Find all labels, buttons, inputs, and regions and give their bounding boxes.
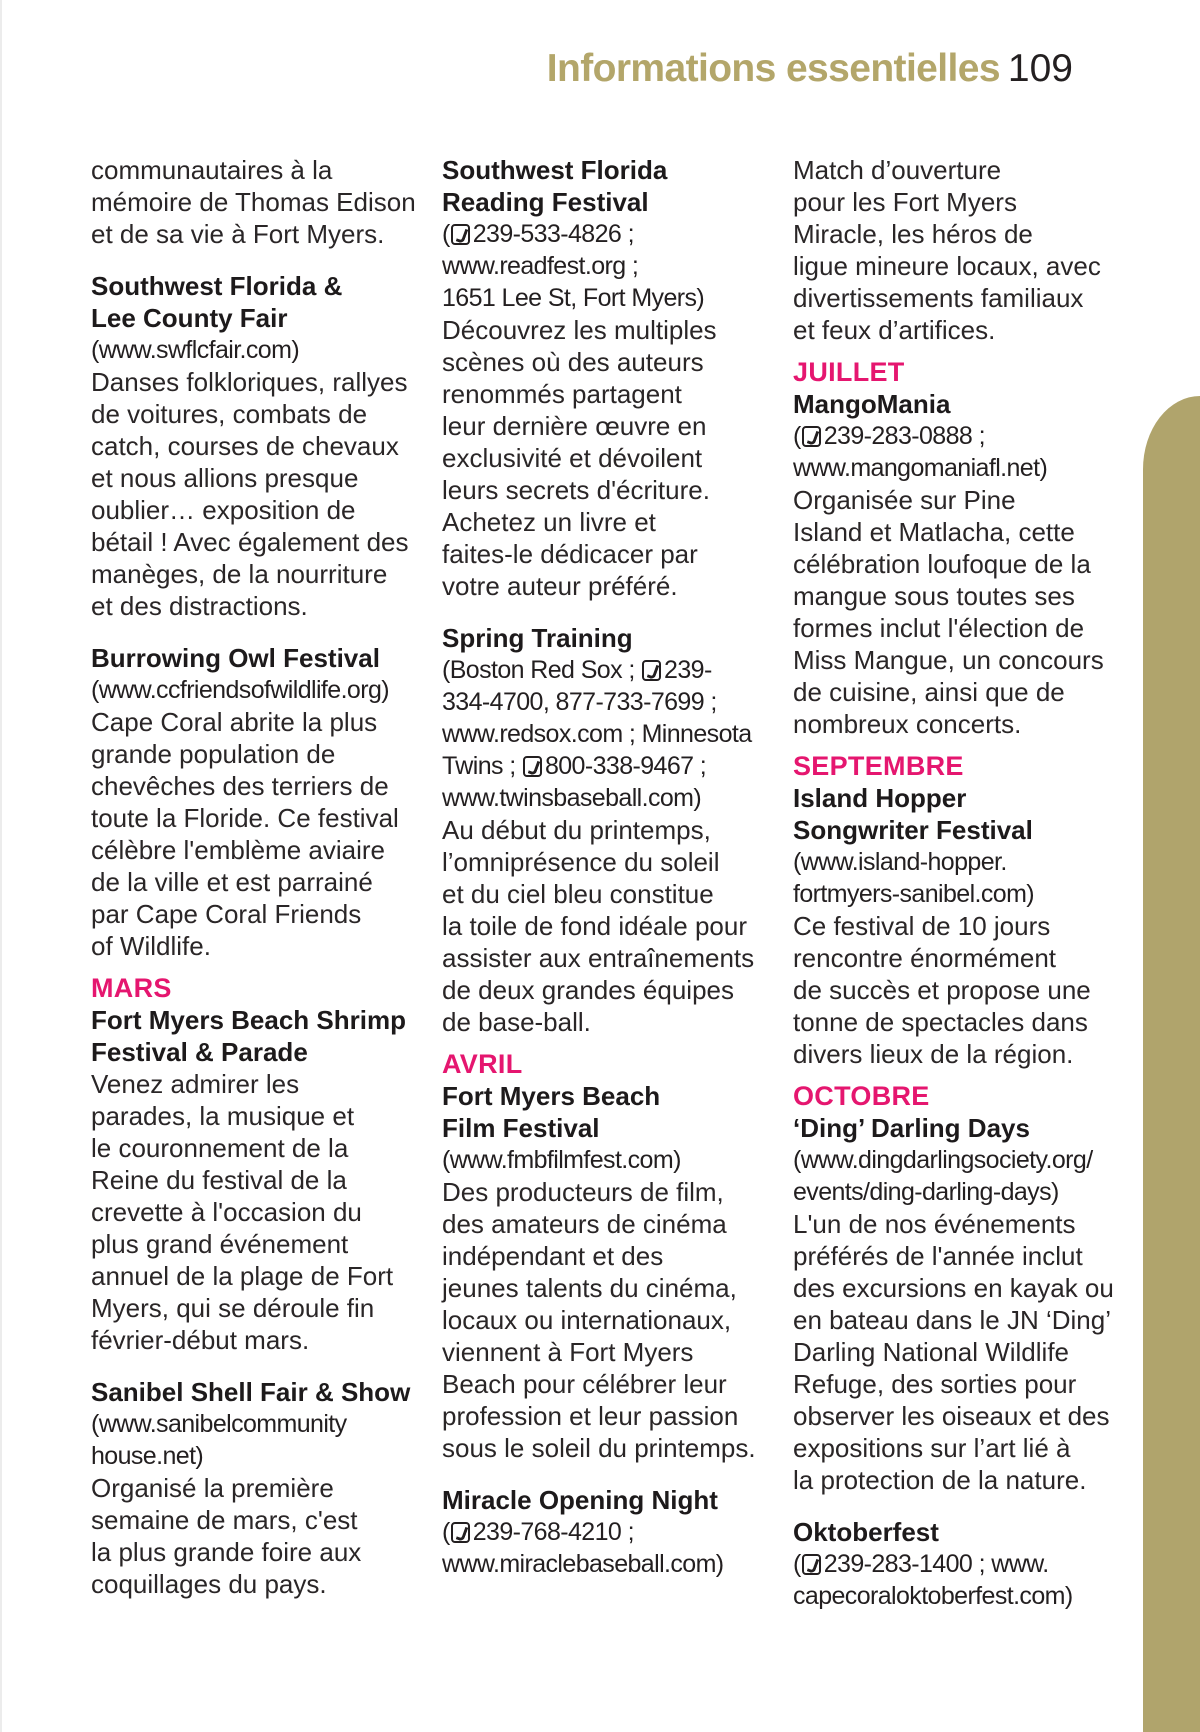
- event-title: Island Hopper Songwriter Festival: [793, 783, 1033, 845]
- contact-paren: (: [442, 220, 450, 248]
- phone-icon: [523, 756, 542, 777]
- event-contact: [442, 1516, 772, 1548]
- event-description: Des producteurs de film, des amateurs de cinéma indépendant et des jeunes talents du cinéma, locaux ou internationaux, viennent à Fort Myers Beach pour célébrer leur profession et leur passion sous le soleil du printemps.: [442, 1177, 756, 1463]
- phone-icon: [451, 224, 470, 245]
- chapter-thumb-tab: [1143, 396, 1200, 1732]
- event-title: Miracle Opening Night: [442, 1485, 718, 1515]
- contact-paren: (: [442, 1518, 450, 1546]
- event-title: Southwest Florida & Lee County Fair: [91, 271, 343, 333]
- contact-text: (Boston Red Sox ;: [442, 656, 642, 684]
- event-description: Cape Coral abrite la plus grande population de chevêches des terriers de toute la Floride. Ce festival célèbre l'emblème aviaire de la ville et est parrainé par Cape Coral Friends of Wildlife.: [91, 707, 399, 961]
- event-entry-miracle-opening-night: [442, 1484, 772, 1580]
- event-website: (www.sanibelcommunity house.net): [91, 1410, 347, 1470]
- text-column-2: [442, 154, 772, 1600]
- event-description: Organisé la première semaine de mars, c'est la plus grande foire aux coquillages du pays.: [91, 1473, 362, 1599]
- running-header: [547, 46, 1073, 92]
- event-description: Match d’ouverture pour les Fort Myers Miracle, les héros de ligue mineure locaux, avec divertissements familiaux et feux d’artifices.: [793, 155, 1101, 345]
- contact-paren: (: [793, 422, 801, 450]
- event-description: Danses folkloriques, rallyes de voitures, combats de catch, courses de chevaux et nous allions presque oublier… exposition de bétail ! Avec également des manèges, de la nourriture et des distractions.: [91, 367, 409, 621]
- event-entry-shrimp-festival: [91, 1004, 416, 1356]
- event-contact-details: capecoraloktoberfest.com): [793, 1582, 1073, 1610]
- event-description: Organisée sur Pine Island et Matlacha, cette célébration loufoque de la mangue sous toutes ses formes inclut l'élection de Miss Mangue, un concours de cuisine, ainsi que de nombreux concerts.: [793, 485, 1104, 739]
- event-title: Fort Myers Beach Film Festival: [442, 1081, 661, 1143]
- event-description: L'un de nos événements préférés de l'année inclut des excursions en kayak ou en bateau dans le JN ‘Ding’ Darling National Wildlife Refuge, des sorties pour observer les oiseaux et des expositions sur l’art lié à la protection de la nature.: [793, 1209, 1114, 1495]
- event-entry-swfl-lee-county-fair: [91, 270, 416, 622]
- event-entry-mangomania: [793, 388, 1128, 740]
- phone-number: 239-533-4826 ;: [472, 220, 634, 248]
- event-title: MangoMania: [793, 389, 951, 419]
- event-entry-spring-training: [442, 622, 772, 1038]
- event-contact: [442, 654, 772, 814]
- event-website: (www.fmbfilmfest.com): [442, 1146, 681, 1174]
- page-number: 109: [1007, 47, 1073, 90]
- phone-icon: [451, 1522, 470, 1543]
- event-description: Ce festival de 10 jours rencontre énormément de succès et propose une tonne de spectacles dans divers lieux de la région.: [793, 911, 1091, 1069]
- event-contact-details: www.miraclebaseball.com): [442, 1550, 724, 1578]
- event-contact: [793, 1548, 1128, 1580]
- event-title: Fort Myers Beach Shrimp Festival & Parade: [91, 1005, 406, 1067]
- event-entry-sanibel-shell-fair: [91, 1376, 416, 1600]
- event-contact-details: www.readfest.org ; 1651 Lee St, Fort Myers): [442, 252, 705, 312]
- phone-icon: [802, 426, 821, 447]
- section-title: Informations essentielles: [546, 47, 1000, 90]
- event-contact: [442, 218, 772, 250]
- event-website: (www.swflcfair.com): [91, 336, 300, 364]
- phone-number: 239-283-0888 ;: [823, 422, 985, 450]
- month-heading-mars: MARS: [91, 973, 172, 1003]
- event-description: Découvrez les multiples scènes où des auteurs renommés partagent leur dernière œuvre en exclusivité et dévoilent leurs secrets d'écriture. Achetez un livre et faites-le dédicacer par votre auteur préféré.: [442, 315, 717, 601]
- event-entry-edison-continued: [91, 154, 416, 250]
- event-entry-ding-darling-days: [793, 1112, 1128, 1496]
- text-column-1: [91, 154, 416, 1620]
- event-entry-reading-festival: [442, 154, 772, 602]
- event-title: Southwest Florida Reading Festival: [442, 155, 668, 217]
- month-heading-juillet: JUILLET: [793, 357, 905, 387]
- event-entry-film-festival: [442, 1080, 772, 1464]
- month-heading-octobre: OCTOBRE: [793, 1081, 930, 1111]
- event-website: (www.ccfriendsofwildlife.org): [91, 676, 389, 704]
- page-edge-rule: [0, 0, 2, 1732]
- event-website: (www.island-hopper. fortmyers-sanibel.com): [793, 848, 1035, 908]
- event-entry-island-hopper: [793, 782, 1128, 1070]
- event-entry-miracle-continued: [793, 154, 1128, 346]
- contact-paren: (: [793, 1550, 801, 1578]
- event-title: Sanibel Shell Fair & Show: [91, 1377, 411, 1407]
- phone-number: 239-283-1400 ; www.: [823, 1550, 1049, 1578]
- text-column-3: [793, 154, 1128, 1632]
- contact-text: 800-338-9467 ; www.twinsbaseball.com): [442, 752, 707, 812]
- event-title: Oktoberfest: [793, 1517, 939, 1547]
- event-title: ‘Ding’ Darling Days: [793, 1113, 1030, 1143]
- phone-icon: [802, 1554, 821, 1575]
- event-contact-details: www.mangomaniafl.net): [793, 454, 1048, 482]
- event-title: Burrowing Owl Festival: [91, 643, 380, 673]
- phone-number: 239-768-4210 ;: [472, 1518, 634, 1546]
- month-heading-septembre: SEPTEMBRE: [793, 751, 964, 781]
- event-description: Au début du printemps, l’omniprésence du soleil et du ciel bleu constitue la toile de fond idéale pour assister aux entraînements de deux grandes équipes de base-ball.: [442, 815, 755, 1037]
- event-description: Venez admirer les parades, la musique et le couronnement de la Reine du festival de la crevette à l'occasion du plus grand événement annuel de la plage de Fort Myers, qui se déroule fin février-début mars.: [91, 1069, 394, 1355]
- event-description: communautaires à la mémoire de Thomas Edison et de sa vie à Fort Myers.: [91, 155, 416, 249]
- event-title: Spring Training: [442, 623, 633, 653]
- phone-icon: [642, 660, 661, 681]
- event-contact: [793, 420, 1128, 452]
- contact-text: 239- 334-4700, 877-733-7699 ; www.redsox.com ; Minnesota Twins ;: [442, 656, 752, 780]
- month-heading-avril: AVRIL: [442, 1049, 523, 1079]
- event-entry-burrowing-owl-festival: [91, 642, 416, 962]
- event-entry-oktoberfest: [793, 1516, 1128, 1612]
- event-website: (www.dingdarlingsociety.org/ events/ding-darling-days): [793, 1146, 1093, 1206]
